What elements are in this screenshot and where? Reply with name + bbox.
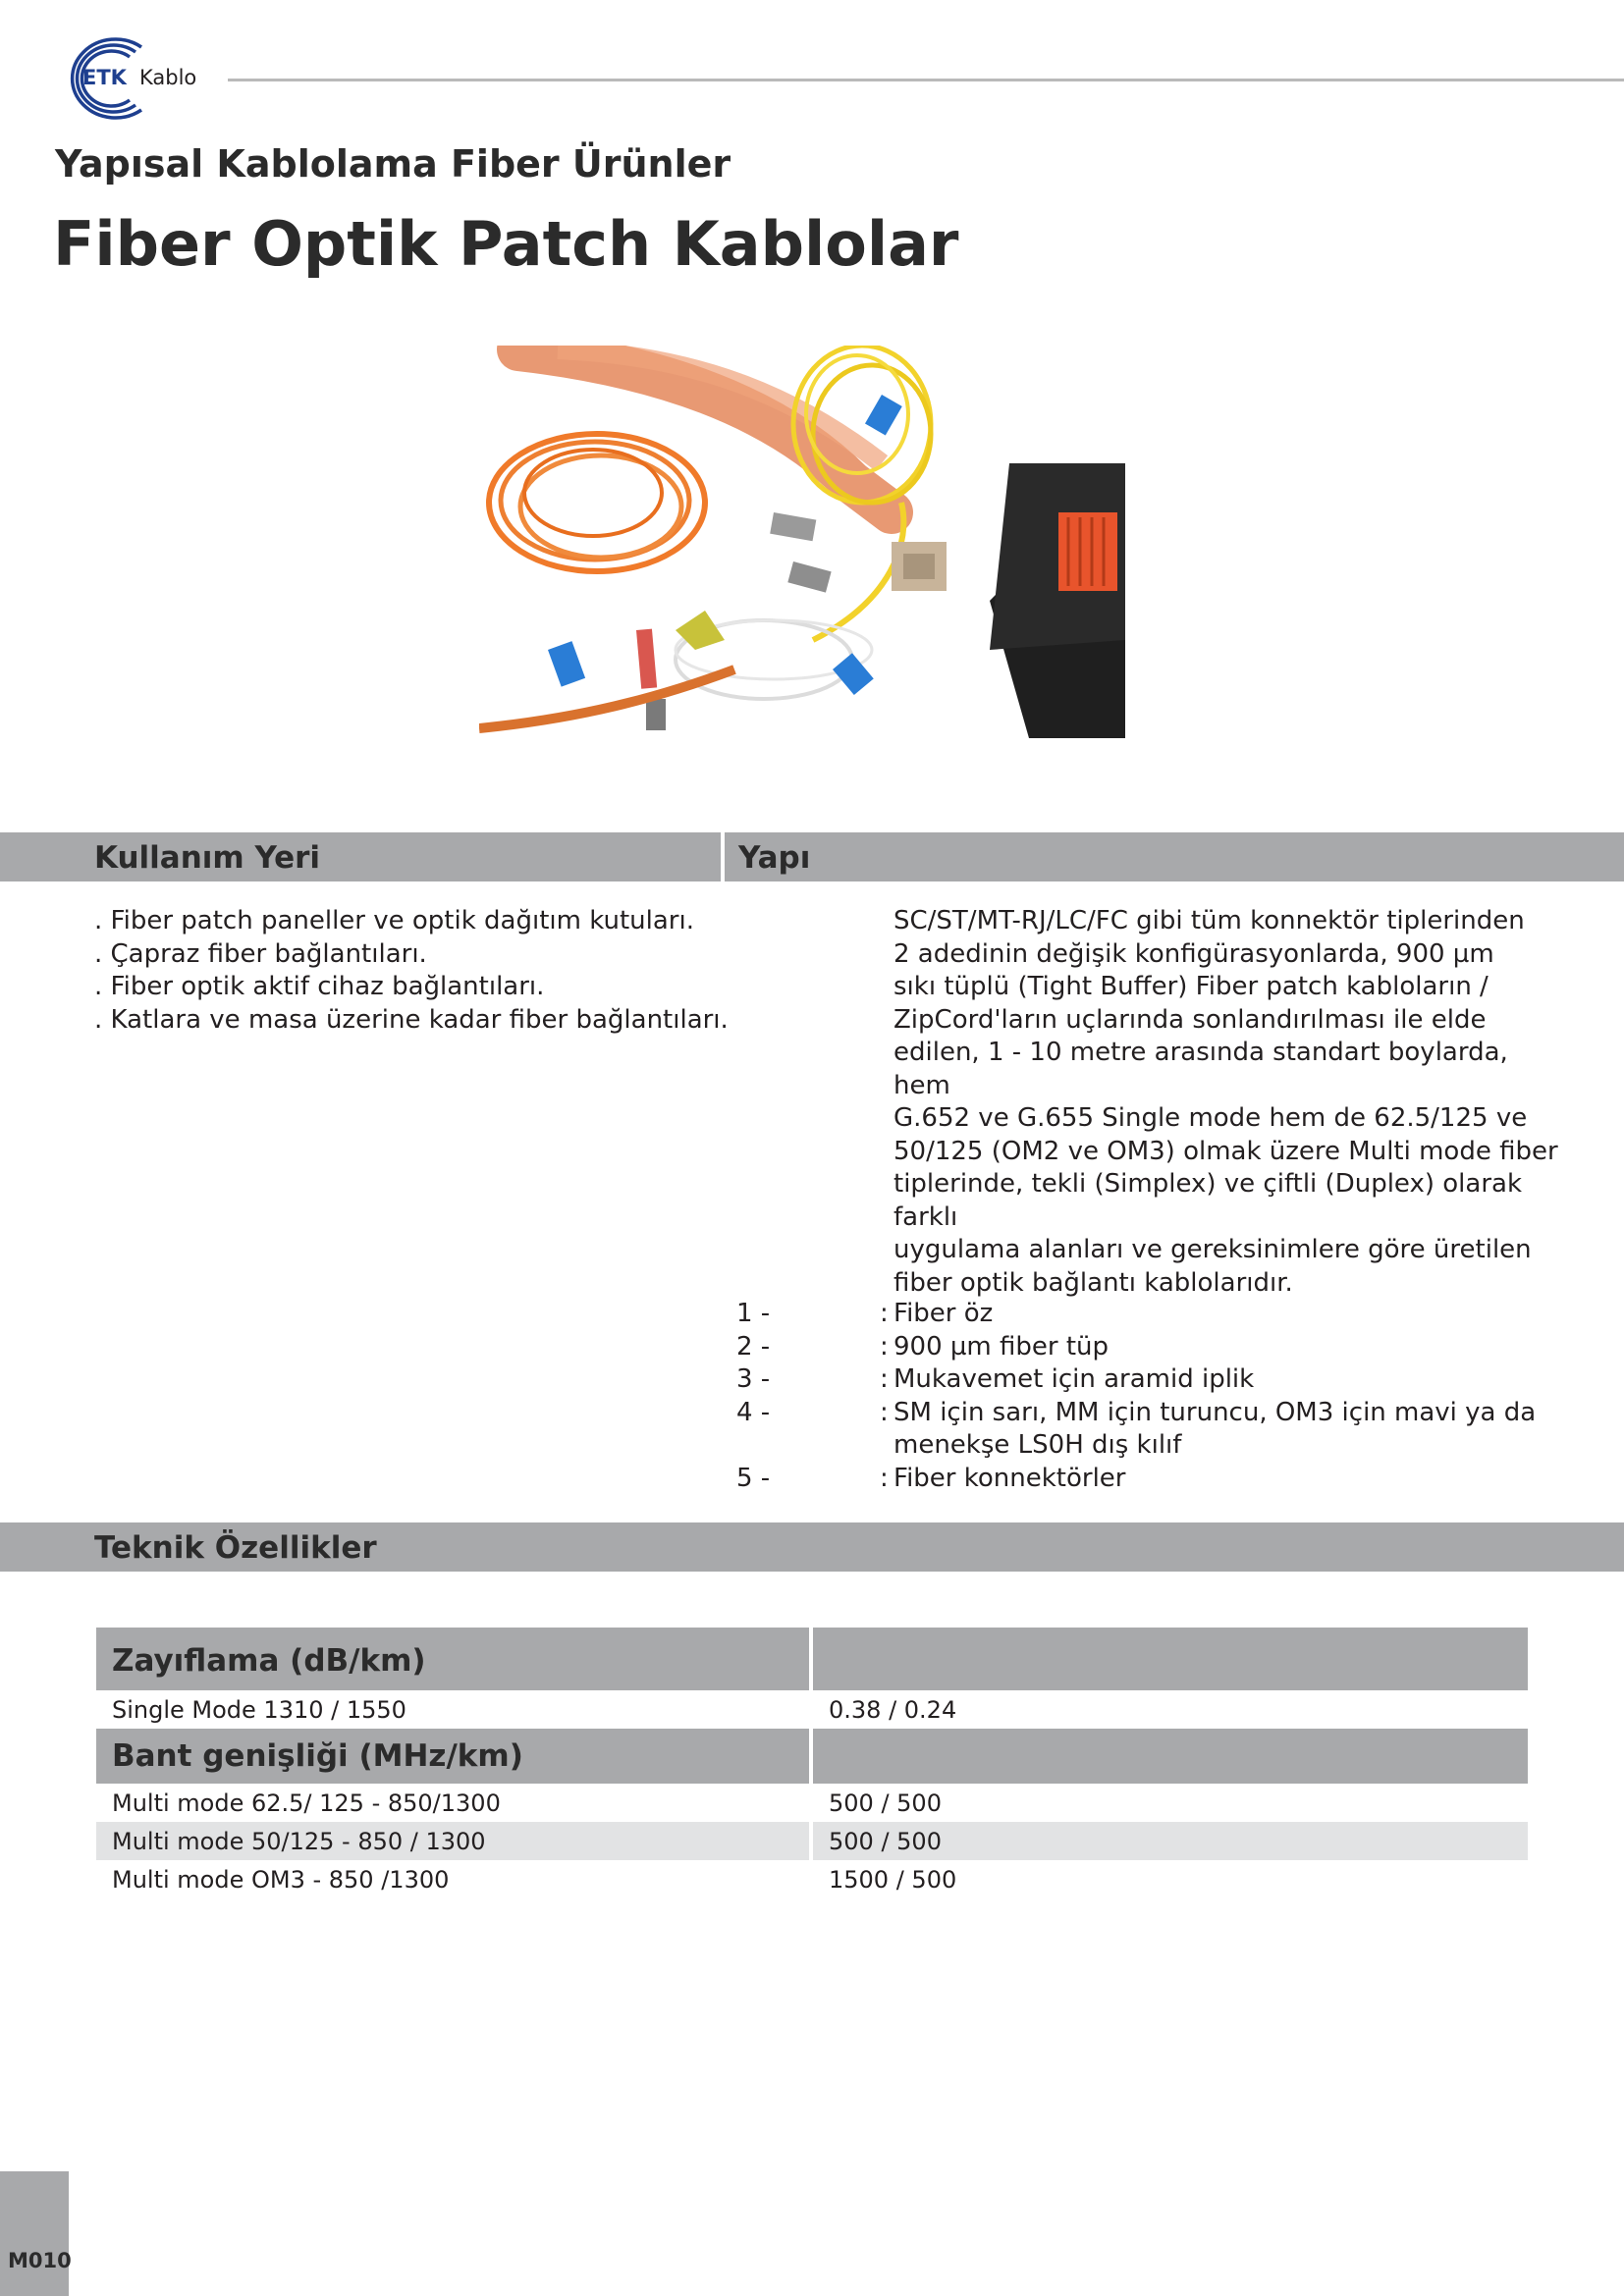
structure-line: 2 adedinin değişik konfigürasyonlarda, 900 µm — [893, 938, 1494, 969]
part-colon: : — [880, 1299, 889, 1328]
table-row — [96, 1784, 1528, 1822]
parts-list — [736, 1298, 1571, 1495]
part-description — [893, 1463, 1571, 1496]
part-description — [893, 1397, 1571, 1463]
part-row — [736, 1397, 1571, 1463]
part-desc-line: Fiber konnektörler — [893, 1463, 1126, 1493]
structure-heading: Yapı — [738, 840, 811, 876]
structure-line: uygulama alanları ve gereksinimlere göre üretilen — [893, 1235, 1532, 1264]
spec-table — [96, 1628, 1528, 1898]
structure-line: SC/ST/MT-RJ/LC/FC gibi tüm konnektör tiplerinden — [893, 906, 1525, 935]
spec-value: 1500 / 500 — [829, 1866, 957, 1894]
part-description — [893, 1331, 1571, 1364]
table-row — [96, 1860, 1528, 1898]
part-desc-line: Mukavemet için aramid iplik — [893, 1364, 1255, 1394]
table-row — [96, 1690, 1528, 1729]
fiber-patch-cables-photo — [479, 346, 1125, 738]
logo-kablo-text: Kablo — [139, 66, 197, 89]
spec-label: Multi mode 62.5/ 125 - 850/1300 — [112, 1789, 501, 1817]
spec-header-blank — [813, 1628, 1528, 1690]
spec-value: 500 / 500 — [829, 1789, 942, 1817]
spec-label: Single Mode 1310 / 1550 — [112, 1696, 406, 1724]
part-number: 2 - — [736, 1331, 771, 1362]
logo-etk-text: ETK — [82, 66, 127, 89]
spec-header-row — [96, 1729, 1528, 1784]
structure-description — [893, 905, 1571, 1300]
part-row — [736, 1463, 1571, 1496]
usage-heading: Kullanım Yeri — [94, 840, 321, 876]
part-colon: : — [880, 1463, 889, 1493]
part-number: 4 - — [736, 1397, 771, 1427]
structure-line: G.652 ve G.655 Single mode hem de 62.5/125 ve — [893, 1103, 1528, 1133]
part-desc-line: 900 µm fiber tüp — [893, 1331, 1110, 1362]
usage-item: . Çapraz fiber bağlantıları. — [94, 938, 427, 969]
usage-list — [94, 905, 729, 1037]
attenuation-heading: Zayıflama (dB/km) — [96, 1628, 809, 1690]
structure-line: tiplerinde, tekli (Simplex) ve çiftli (Duplex) olarak farklı — [893, 1169, 1522, 1232]
structure-line: 50/125 (OM2 ve OM3) olmak üzere Multi mode fiber — [893, 1136, 1558, 1166]
structure-line: sıkı tüplü (Tight Buffer) Fiber patch kabloların / — [893, 972, 1489, 1001]
structure-line: fiber optik bağlantı kablolarıdır. — [893, 1267, 1293, 1298]
part-row — [736, 1363, 1571, 1397]
specs-heading: Teknik Özellikler — [94, 1530, 377, 1566]
usage-item: . Fiber patch paneller ve optik dağıtım kutuları. — [94, 906, 694, 935]
part-description — [893, 1298, 1571, 1331]
part-description — [893, 1363, 1571, 1397]
page-code: M010 — [8, 2249, 72, 2272]
spec-label: Multi mode 50/125 - 850 / 1300 — [96, 1822, 809, 1860]
structure-line: edilen, 1 - 10 metre arasında standart boylarda, hem — [893, 1038, 1508, 1100]
structure-line: ZipCord'ların uçlarında sonlandırılması ile elde — [893, 1004, 1487, 1035]
bandwidth-heading: Bant genişliği (MHz/km) — [96, 1729, 809, 1784]
spec-value: 500 / 500 — [813, 1822, 1528, 1860]
spec-value: 0.38 / 0.24 — [829, 1696, 957, 1724]
page-title: Fiber Optik Patch Kablolar — [53, 208, 959, 280]
usage-item: . Katlara ve masa üzerine kadar fiber bağlantıları. — [94, 1004, 729, 1035]
part-desc-line: SM için sarı, MM için turuncu, OM3 için mavi ya da — [893, 1397, 1537, 1427]
usage-item: . Fiber optik aktif cihaz bağlantıları. — [94, 972, 545, 1001]
part-colon: : — [880, 1364, 889, 1394]
company-logo — [51, 37, 218, 120]
header-rule — [228, 79, 1624, 81]
part-number: 3 - — [736, 1364, 771, 1394]
structure-band — [725, 832, 1624, 881]
page-subtitle: Yapısal Kablolama Fiber Ürünler — [55, 142, 731, 186]
spec-header-blank — [813, 1729, 1528, 1784]
table-row — [96, 1822, 1528, 1860]
part-number: 5 - — [736, 1463, 771, 1493]
part-colon: : — [880, 1397, 889, 1427]
part-desc-line: menekşe LS0H dış kılıf — [893, 1430, 1182, 1460]
spec-label: Multi mode OM3 - 850 /1300 — [112, 1866, 450, 1894]
part-row — [736, 1298, 1571, 1331]
part-row — [736, 1331, 1571, 1364]
spec-header-row — [96, 1628, 1528, 1690]
page-tab — [0, 2171, 69, 2296]
part-colon: : — [880, 1331, 889, 1362]
part-desc-line: Fiber öz — [893, 1299, 994, 1328]
part-number: 1 - — [736, 1299, 771, 1328]
